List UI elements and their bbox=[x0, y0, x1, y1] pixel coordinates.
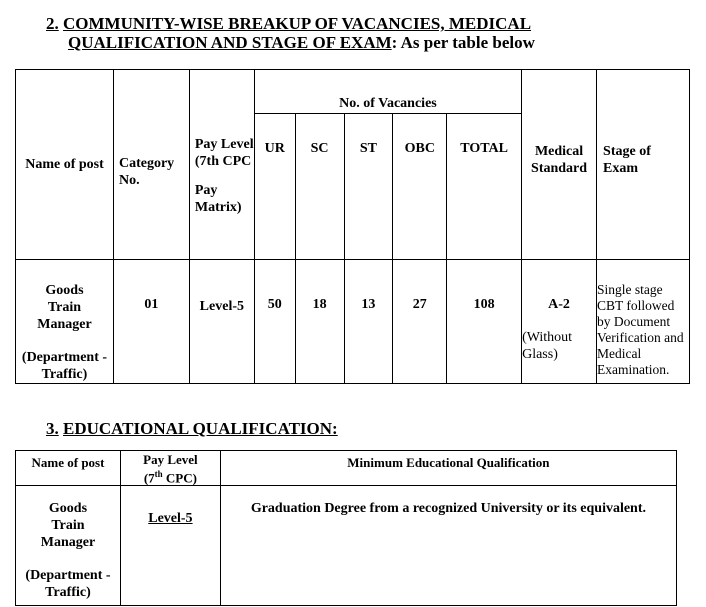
section-3-heading bbox=[46, 419, 338, 438]
header-obc: OBC bbox=[393, 114, 447, 260]
category-no-value: 01 bbox=[113, 260, 189, 384]
post-name: Goods Train Manager bbox=[37, 283, 92, 332]
q-post-cell bbox=[16, 486, 121, 606]
header-name-of-post: Name of post bbox=[16, 70, 114, 260]
header-stage-of-exam: Stage of Exam bbox=[597, 70, 690, 260]
section-3-number: 3. bbox=[46, 419, 59, 438]
q-qualification-value: Graduation Degree from a recognized University or its equivalent. bbox=[220, 486, 676, 606]
section-2-number: 2. bbox=[46, 14, 59, 33]
section-3-title: EDUCATIONAL QUALIFICATION: bbox=[63, 419, 338, 438]
q-post-name: Goods Train Manager bbox=[40, 501, 96, 551]
header-pay-level-text: Pay Level (7th CPC bbox=[194, 137, 254, 169]
ur-value: 50 bbox=[254, 260, 295, 384]
section-2-heading bbox=[46, 14, 535, 52]
header-sc: SC bbox=[295, 114, 344, 260]
vacancy-table bbox=[15, 69, 690, 384]
sc-value: 18 bbox=[295, 260, 344, 384]
header-pay-matrix-text: Pay Matrix) bbox=[194, 183, 242, 215]
qualification-row bbox=[16, 486, 677, 606]
q-header-pay-level-text: Pay Level bbox=[143, 452, 198, 467]
section-2-title-line2: QUALIFICATION AND STAGE OF EXAM bbox=[68, 33, 392, 52]
section-2-suffix: : As per table below bbox=[391, 33, 535, 52]
q-header-name-of-post: Name of post bbox=[16, 451, 121, 486]
header-ur: UR bbox=[254, 114, 295, 260]
q-post-department: (Department - Traffic) bbox=[25, 568, 111, 601]
q-header-min-qualification: Minimum Educational Qualification bbox=[220, 451, 676, 486]
header-medical-standard: Medical Standard bbox=[522, 70, 597, 260]
header-total: TOTAL bbox=[447, 114, 522, 260]
obc-value: 27 bbox=[393, 260, 447, 384]
q-header-pay-level bbox=[120, 451, 220, 486]
stage-of-exam-value: Single stage CBT followed by Document Verification and Medical Examination. bbox=[597, 260, 690, 384]
pay-level-value: Level-5 bbox=[189, 260, 254, 384]
header-st: ST bbox=[344, 114, 393, 260]
post-department: (Department - Traffic) bbox=[21, 350, 108, 382]
section-2-title-line1: COMMUNITY-WISE BREAKUP OF VACANCIES, MEDICAL bbox=[63, 14, 532, 33]
medical-note: (Without Glass) bbox=[522, 330, 573, 362]
q-pay-level-cell bbox=[120, 486, 220, 606]
vacancy-row bbox=[16, 260, 690, 384]
post-cell bbox=[16, 260, 114, 384]
header-no-of-vacancies: No. of Vacancies bbox=[254, 70, 521, 114]
medical-cell bbox=[522, 260, 597, 384]
medical-standard-value: A-2 bbox=[548, 297, 570, 312]
q-pay-level-value: Level-5 bbox=[148, 511, 193, 527]
total-value: 108 bbox=[447, 260, 522, 384]
st-value: 13 bbox=[344, 260, 393, 384]
q-header-pay-level-cpc: (7th CPC) bbox=[143, 469, 197, 486]
header-category-no: Category No. bbox=[113, 70, 189, 260]
header-pay-level bbox=[189, 70, 254, 260]
qualification-table bbox=[15, 450, 677, 606]
